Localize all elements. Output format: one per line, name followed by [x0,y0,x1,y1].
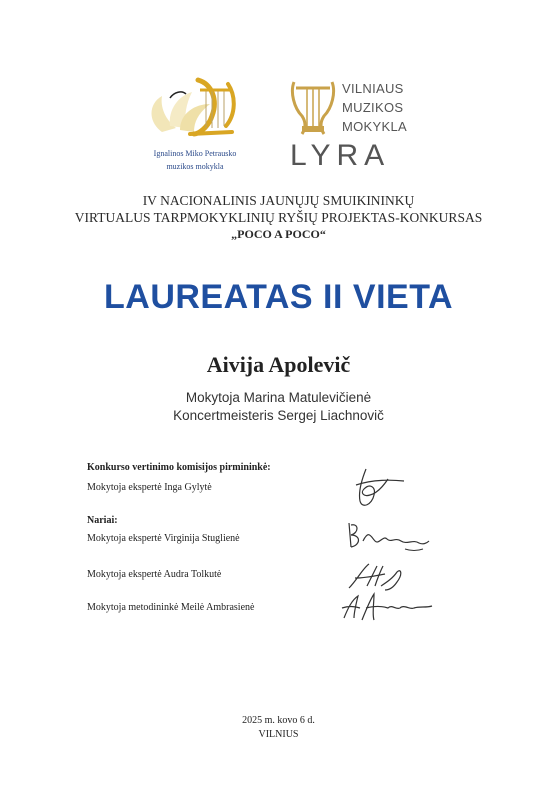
event-heading [0,192,557,243]
project-name: „POCO A POCO“ [231,227,326,241]
right-logo-line2: MUZIKOS [342,100,404,115]
right-logo-line3: MOKYKLA [342,119,407,134]
left-logo-caption [135,147,255,173]
lyre-flower-logo-icon [140,70,250,140]
award-title: LAUREATAS II VIETA [104,278,453,316]
committee-member: Mokytoja metodininkė Meilė Ambrasienė [87,602,255,613]
teacher-line: Mokytoja Marina Matulevičienė [185,390,372,405]
committee-member: Mokytoja ekspertė Audra Tolkutė [87,569,222,580]
member-signature-icon [345,517,430,555]
left-logo-caption-line1: Ignalinos Miko Petrausko [153,149,237,158]
certificate-date: 2025 m. kovo 6 d. [242,715,315,726]
certificate-footer [0,714,557,742]
laureate-teachers [0,389,557,425]
right-logo-text [342,79,407,136]
certificate-city: VILNIUS [258,729,299,740]
laureate-name: Aivija Apolevič [206,352,351,377]
left-logo-caption-line2: muzikos mokykla [166,162,224,171]
heading-line1: IV NACIONALINIS JAUNŲJŲ SMUIKININKŲ [142,193,415,208]
chair-signature-icon [348,465,408,510]
lyre-logo-icon [288,78,338,140]
right-logo-line1: VILNIAUS [342,81,404,96]
committee-member: Mokytoja ekspertė Virginija Stuglienė [87,533,240,544]
committee-chair-name: Mokytoja ekspertė Inga Gylytė [87,482,212,493]
member-signature-icon [340,590,435,624]
committee-chair-title: Konkurso vertinimo komisijos pirmininkė: [87,462,271,473]
heading-line2: VIRTUALUS TARPMOKYKLINIŲ RYŠIŲ PROJEKTAS-KONKURSAS [74,210,483,225]
member-signature-icon [345,560,410,594]
committee-members-title: Nariai: [87,515,118,526]
accompanist-line: Koncertmeisteris Sergej Liachnovič [173,408,384,423]
lyra-wordmark: LYRA [290,139,391,172]
